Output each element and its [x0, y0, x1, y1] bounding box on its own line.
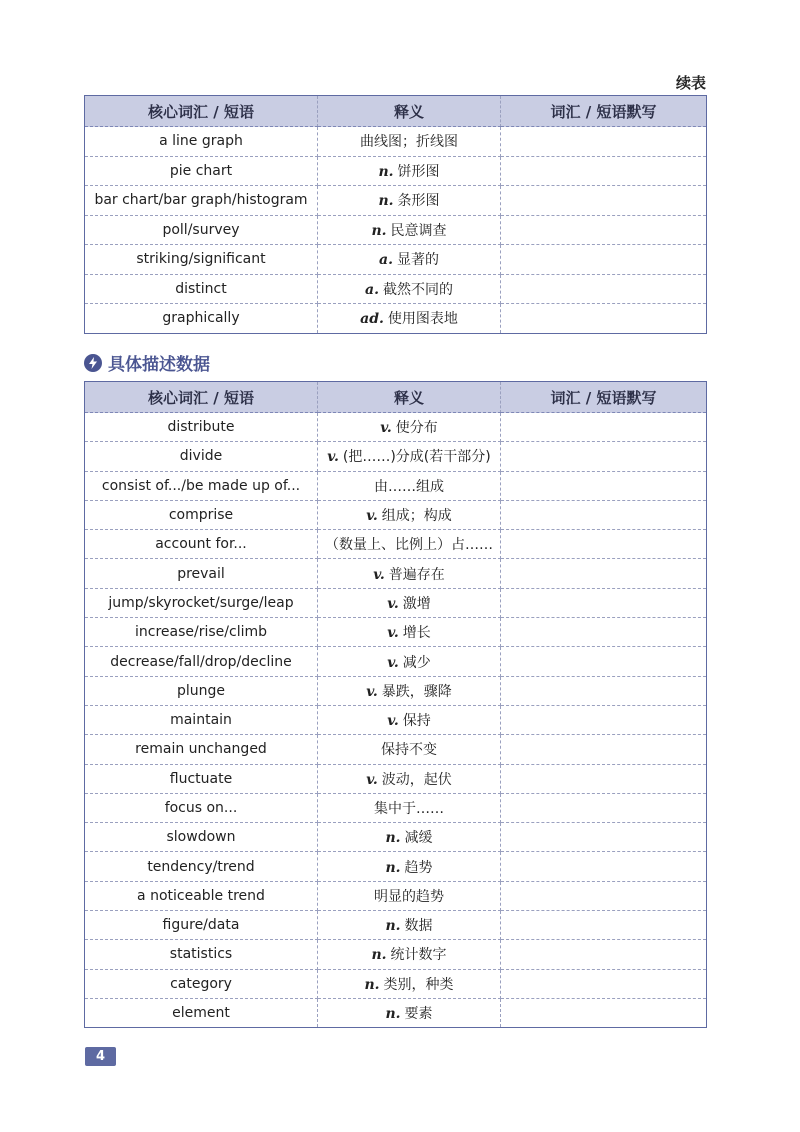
meaning-text: 数据	[404, 918, 433, 935]
dictation-cell[interactable]	[501, 852, 707, 881]
dictation-cell[interactable]	[501, 969, 707, 998]
meaning-text: 民意调查	[390, 222, 447, 239]
meaning-text: 普遍存在	[388, 566, 445, 583]
table-row	[85, 274, 707, 304]
table-row	[85, 215, 707, 245]
part-of-speech: a.	[365, 281, 379, 298]
table-row	[85, 823, 707, 852]
term-cell: distinct	[85, 274, 318, 304]
dictation-cell[interactable]	[501, 647, 707, 676]
table-row	[85, 471, 707, 500]
table-row	[85, 156, 707, 186]
term-cell: tendency/trend	[85, 852, 318, 881]
meaning-text: 减缓	[404, 830, 433, 847]
meaning-text: 增长	[402, 625, 431, 642]
dictation-cell[interactable]	[501, 735, 707, 764]
meaning-cell	[318, 215, 501, 245]
meaning-text: 集中于……	[374, 801, 444, 817]
meaning-cell	[318, 500, 501, 529]
dictation-cell[interactable]	[501, 127, 707, 157]
table-row	[85, 618, 707, 647]
meaning-text: 使用图表地	[387, 311, 458, 328]
table-row	[85, 413, 707, 442]
dictation-cell[interactable]	[501, 274, 707, 304]
term-cell: slowdown	[85, 823, 318, 852]
meaning-cell	[318, 530, 501, 559]
header-meaning: 释义	[318, 96, 501, 127]
part-of-speech: v.	[366, 771, 378, 788]
part-of-speech: v.	[387, 625, 399, 642]
dictation-cell[interactable]	[501, 245, 707, 275]
meaning-text: 曲线图；折线图	[360, 134, 458, 151]
dictation-cell[interactable]	[501, 881, 707, 910]
meaning-text: 波动，起伏	[381, 771, 452, 788]
meaning-cell	[318, 852, 501, 881]
meaning-text: 暴跌，骤降	[381, 683, 452, 700]
meaning-text: 由……组成	[374, 478, 444, 495]
term-cell: striking/significant	[85, 245, 318, 275]
dictation-cell[interactable]	[501, 998, 707, 1027]
part-of-speech: n.	[371, 947, 387, 964]
meaning-cell	[318, 274, 501, 304]
part-of-speech: v.	[327, 449, 339, 466]
part-of-speech: v.	[373, 566, 385, 583]
term-cell: focus on...	[85, 793, 318, 822]
table-row	[85, 969, 707, 998]
term-cell: a noticeable trend	[85, 881, 318, 910]
table-row	[85, 500, 707, 529]
table-row	[85, 676, 707, 705]
part-of-speech: ad.	[360, 311, 384, 328]
table-row	[85, 588, 707, 617]
term-cell: divide	[85, 442, 318, 471]
meaning-text: 明显的趋势	[374, 888, 444, 905]
table-row	[85, 705, 707, 734]
term-cell: jump/skyrocket/surge/leap	[85, 588, 318, 617]
term-cell: pie chart	[85, 156, 318, 186]
term-cell: consist of.../be made up of...	[85, 471, 318, 500]
table-row	[85, 647, 707, 676]
meaning-text: （数量上、比例上）占……	[325, 537, 493, 554]
table-row	[85, 940, 707, 969]
table-header-row	[85, 382, 707, 413]
term-cell: remain unchanged	[85, 735, 318, 764]
table-row	[85, 304, 707, 334]
continued-label: 续表	[675, 74, 706, 92]
meaning-text: 要素	[404, 1006, 433, 1023]
part-of-speech: n.	[385, 859, 401, 876]
dictation-cell[interactable]	[501, 823, 707, 852]
dictation-cell[interactable]	[501, 764, 707, 793]
header-dictation: 词汇 / 短语默写	[501, 382, 707, 413]
table-row	[85, 764, 707, 793]
dictation-cell[interactable]	[501, 304, 707, 334]
meaning-cell	[318, 940, 501, 969]
meaning-text: 保持	[402, 713, 431, 730]
dictation-cell[interactable]	[501, 413, 707, 442]
table-header-row	[85, 96, 707, 127]
dictation-cell[interactable]	[501, 530, 707, 559]
meaning-text: 组成；构成	[381, 508, 452, 525]
dictation-cell[interactable]	[501, 442, 707, 471]
part-of-speech: n.	[385, 830, 401, 847]
part-of-speech: v.	[380, 420, 392, 437]
table-row	[85, 735, 707, 764]
meaning-cell	[318, 735, 501, 764]
dictation-cell[interactable]	[501, 705, 707, 734]
part-of-speech: n.	[378, 193, 394, 210]
table-row	[85, 442, 707, 471]
section-heading	[84, 350, 210, 375]
meaning-cell	[318, 998, 501, 1027]
dictation-cell[interactable]	[501, 471, 707, 500]
lightning-icon	[84, 354, 102, 372]
meaning-text: 保持不变	[381, 742, 437, 759]
meaning-cell	[318, 245, 501, 275]
meaning-cell	[318, 705, 501, 734]
part-of-speech: n.	[385, 1006, 401, 1023]
meaning-cell	[318, 793, 501, 822]
table-row	[85, 911, 707, 940]
part-of-speech: v.	[387, 654, 399, 671]
part-of-speech: n.	[371, 222, 387, 239]
term-cell: plunge	[85, 676, 318, 705]
meaning-cell	[318, 823, 501, 852]
meaning-text: 激增	[402, 595, 431, 612]
term-cell: prevail	[85, 559, 318, 588]
meaning-text: 截然不同的	[382, 281, 453, 298]
dictation-cell[interactable]	[501, 588, 707, 617]
term-cell: increase/rise/climb	[85, 618, 318, 647]
meaning-text: 显著的	[396, 252, 439, 269]
dictation-cell[interactable]	[501, 793, 707, 822]
dictation-cell[interactable]	[501, 618, 707, 647]
term-cell: element	[85, 998, 318, 1027]
meaning-cell	[318, 413, 501, 442]
vocab-table-1	[84, 95, 707, 334]
term-cell: fluctuate	[85, 764, 318, 793]
term-cell: a line graph	[85, 127, 318, 157]
table-row	[85, 245, 707, 275]
term-cell: decrease/fall/drop/decline	[85, 647, 318, 676]
page-number: 4	[85, 1047, 116, 1066]
part-of-speech: v.	[387, 595, 399, 612]
part-of-speech: v.	[387, 713, 399, 730]
meaning-cell	[318, 764, 501, 793]
term-cell: graphically	[85, 304, 318, 334]
meaning-text: 趋势	[404, 859, 433, 876]
meaning-cell	[318, 186, 501, 216]
table-row	[85, 881, 707, 910]
meaning-cell	[318, 304, 501, 334]
term-cell: statistics	[85, 940, 318, 969]
table-row	[85, 998, 707, 1027]
meaning-cell	[318, 881, 501, 910]
table-row	[85, 127, 707, 157]
dictation-cell[interactable]	[501, 215, 707, 245]
meaning-cell	[318, 156, 501, 186]
table-row	[85, 559, 707, 588]
dictation-cell[interactable]	[501, 186, 707, 216]
term-cell: poll/survey	[85, 215, 318, 245]
table-row	[85, 530, 707, 559]
dictation-cell[interactable]	[501, 500, 707, 529]
table-row	[85, 793, 707, 822]
dictation-cell[interactable]	[501, 911, 707, 940]
vocab-table-2	[84, 381, 707, 1028]
term-cell: distribute	[85, 413, 318, 442]
meaning-cell	[318, 559, 501, 588]
meaning-text: 类别，种类	[383, 976, 454, 993]
part-of-speech: v.	[366, 508, 378, 525]
term-cell: figure/data	[85, 911, 318, 940]
part-of-speech: n.	[364, 976, 380, 993]
meaning-cell	[318, 471, 501, 500]
header-meaning: 释义	[318, 382, 501, 413]
table-row	[85, 852, 707, 881]
header-dictation: 词汇 / 短语默写	[501, 96, 707, 127]
meaning-text: 统计数字	[390, 947, 447, 964]
meaning-text: 条形图	[397, 193, 440, 210]
meaning-cell	[318, 618, 501, 647]
meaning-text: 饼形图	[397, 163, 440, 180]
part-of-speech: v.	[366, 683, 378, 700]
dictation-cell[interactable]	[501, 940, 707, 969]
meaning-cell	[318, 676, 501, 705]
section-title: 具体描述数据	[108, 355, 210, 375]
meaning-text: 减少	[402, 654, 431, 671]
term-cell: bar chart/bar graph/histogram	[85, 186, 318, 216]
meaning-cell	[318, 127, 501, 157]
part-of-speech: n.	[378, 163, 394, 180]
part-of-speech: n.	[385, 918, 401, 935]
dictation-cell[interactable]	[501, 559, 707, 588]
term-cell: account for...	[85, 530, 318, 559]
header-core-vocab: 核心词汇 / 短语	[85, 96, 318, 127]
meaning-cell	[318, 911, 501, 940]
part-of-speech: a.	[379, 252, 393, 269]
table-row	[85, 186, 707, 216]
dictation-cell[interactable]	[501, 676, 707, 705]
meaning-cell	[318, 969, 501, 998]
term-cell: maintain	[85, 705, 318, 734]
meaning-text: 使分布	[395, 420, 438, 437]
header-core-vocab: 核心词汇 / 短语	[85, 382, 318, 413]
meaning-cell	[318, 647, 501, 676]
meaning-text: (把……)分成(若干部分)	[342, 449, 491, 466]
meaning-cell	[318, 588, 501, 617]
term-cell: comprise	[85, 500, 318, 529]
term-cell: category	[85, 969, 318, 998]
dictation-cell[interactable]	[501, 156, 707, 186]
meaning-cell	[318, 442, 501, 471]
